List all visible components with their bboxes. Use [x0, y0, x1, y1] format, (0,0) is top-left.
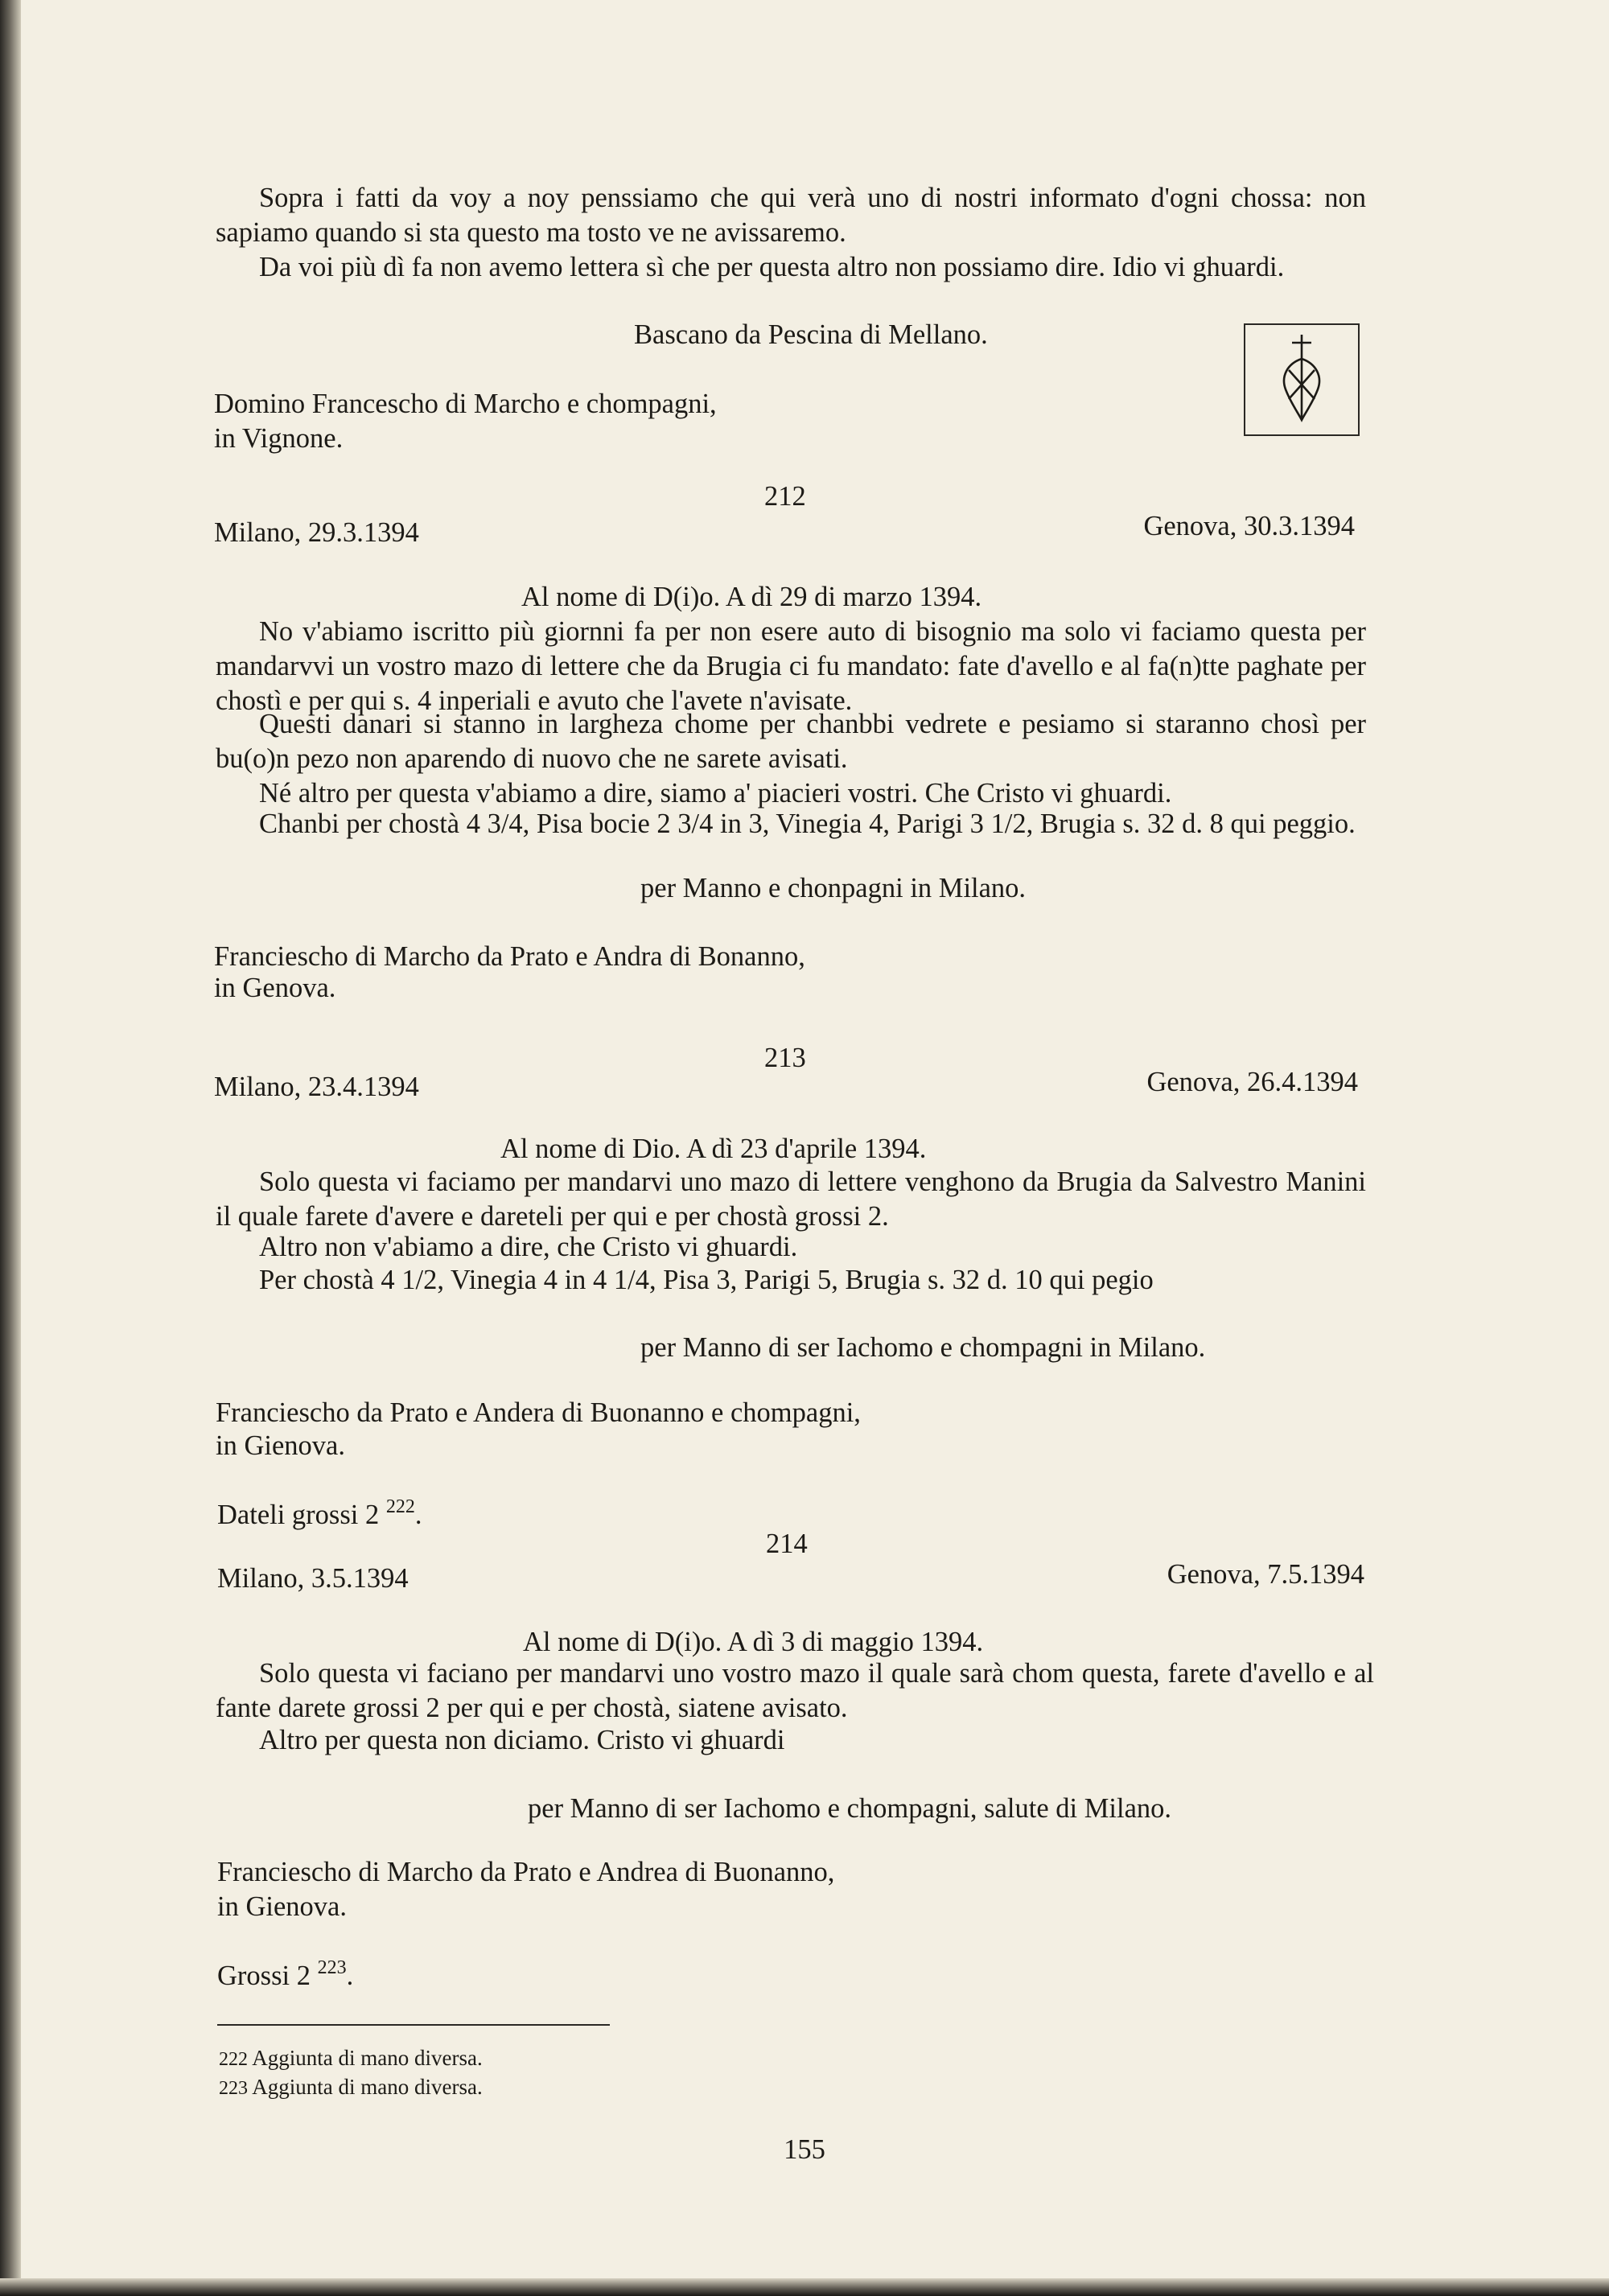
- letter214-addressee-line1: Franciescho di Marcho da Prato e Andrea di Buonanno,: [217, 1857, 835, 1887]
- letter213-number: 213: [764, 1043, 806, 1073]
- letter214-addressee-line2: in Gienova.: [217, 1891, 347, 1922]
- footnote-222-number: 222: [219, 2049, 248, 2070]
- letter211-addressee-line1: Domino Francescho di Marcho e chompagni,: [214, 389, 717, 419]
- letter213-note-text: Dateli grossi 2: [217, 1500, 380, 1530]
- letter214-paragraph-2: Altro per questa non diciamo. Cristo vi ghuardi: [259, 1725, 785, 1755]
- letter212-origin: Milano, 29.3.1394: [214, 517, 419, 548]
- letter212-destination: Genova, 30.3.1394: [1143, 511, 1355, 541]
- footnote-223: [219, 2072, 483, 2103]
- footnote-ref-222: 222: [385, 1496, 415, 1517]
- footnote-222: [219, 2043, 483, 2074]
- letter212-paragraph-1: No v'abiamo iscritto più giornni fa per non esere auto di bisognio ma solo vi faciamo questa per mandarvvi un vostro mazo di lettere che da Brugia ci fu mandato: fate d'avello e al fa(n)tte paghate per chostì e per qui s. 4 inperiali e avuto che l'avete n'avisate.: [216, 616, 1366, 716]
- page-number: 155: [784, 2134, 825, 2165]
- letter214-note-text: Grossi 2: [217, 1961, 311, 1991]
- letter214-paragraph-1: Solo questa vi faciano per mandarvi uno vostro mazo il quale sarà chom questa, farete d'avello e al fante darete grossi 2 per qui e per chostà, siatene avisato.: [216, 1658, 1374, 1723]
- letter213-paragraph-2: Altro non v'abiamo a dire, che Cristo vi ghuardi.: [259, 1232, 798, 1262]
- letter211-paragraph-1: Sopra i fatti da voy a noy penssiamo che qui verà uno di nostri informato d'ogni chossa: non sapiamo quando si sta questo ma tosto ve ne avissaremo.: [216, 183, 1366, 248]
- letter214-destination: Genova, 7.5.1394: [1167, 1559, 1364, 1590]
- letter211-addressee-line2: in Vignone.: [214, 423, 344, 454]
- letter213-paragraph-1: Solo questa vi faciamo per mandarvi uno mazo di lettere venghono da Brugia da Salvestro Manini il quale farete d'avere e dareteli per qui e per chostà grossi 2.: [216, 1167, 1366, 1232]
- footnote-223-text: Aggiunta di mano diversa.: [252, 2075, 483, 2099]
- footnote-ref-223: 223: [317, 1957, 347, 1978]
- letter214-origin: Milano, 3.5.1394: [217, 1563, 409, 1594]
- page-bottom-edge: [0, 2278, 1609, 2296]
- letter211-paragraph-2: Da voi più dì fa non avemo lettera sì che per questa altro non possiamo dire. Idio vi ghuardi.: [259, 252, 1285, 282]
- merchant-mark-icon: [1245, 325, 1358, 434]
- letter212-paragraph-2: Questi danari si stanno in largheza chome per chanbbi vedrete e pesiamo si staranno chosì per bu(o)n pezo non aparendo di nuovo che ne sarete avisati.: [216, 709, 1366, 774]
- footnote-rule: [217, 2024, 610, 2026]
- letter213-note: Dateli grossi 2 $^{222}$.: [217, 1496, 422, 1530]
- letter213-addressee-line1: Franciescho da Prato e Andera di Buonanno e chompagni,: [216, 1397, 861, 1428]
- letter214-note: Grossi 2 $^{223}$.: [217, 1957, 354, 1991]
- letter212-paragraph-3: Né altro per questa v'abiamo a dire, siamo a' piacieri vostri. Che Cristo vi ghuardi.: [259, 778, 1172, 809]
- footnote-223-number: 223: [219, 2078, 248, 2099]
- letter212-number: 212: [764, 481, 806, 512]
- merchant-mark-box: [1244, 323, 1360, 436]
- letter212-paragraph-4: Chanbi per chostà 4 3/4, Pisa bocie 2 3/4 in 3, Vinegia 4, Parigi 3 1/2, Brugia s. 32 d. 8 qui peggio.: [259, 809, 1356, 839]
- footnote-222-text: Aggiunta di mano diversa.: [252, 2046, 483, 2070]
- letter213-invocation: Al nome di Dio. A dì 23 d'aprile 1394.: [500, 1134, 927, 1164]
- letter214-invocation: Al nome di D(i)o. A dì 3 di maggio 1394.: [523, 1627, 984, 1657]
- letter213-addressee-line2: in Gienova.: [216, 1430, 345, 1461]
- letter212-addressee-line2: in Genova.: [214, 973, 336, 1003]
- letter213-signature: per Manno di ser Iachomo e chompagni in Milano.: [640, 1332, 1206, 1363]
- letter212-signature: per Manno e chonpagni in Milano.: [640, 873, 1027, 903]
- letter214-signature: per Manno di ser Iachomo e chompagni, salute di Milano.: [528, 1793, 1172, 1824]
- letter212-invocation: Al nome di D(i)o. A dì 29 di marzo 1394.: [521, 582, 982, 612]
- letter213-destination: Genova, 26.4.1394: [1146, 1067, 1358, 1097]
- letter213-origin: Milano, 23.4.1394: [214, 1072, 419, 1102]
- letter212-addressee-line1: Franciescho di Marcho da Prato e Andra di Bonanno,: [214, 941, 805, 972]
- letter211-signature: Bascano da Pescina di Mellano.: [634, 319, 988, 350]
- letter214-number: 214: [766, 1529, 808, 1559]
- letter213-paragraph-3: Per chostà 4 1/2, Vinegia 4 in 4 1/4, Pisa 3, Parigi 5, Brugia s. 32 d. 10 qui pegio: [259, 1265, 1154, 1295]
